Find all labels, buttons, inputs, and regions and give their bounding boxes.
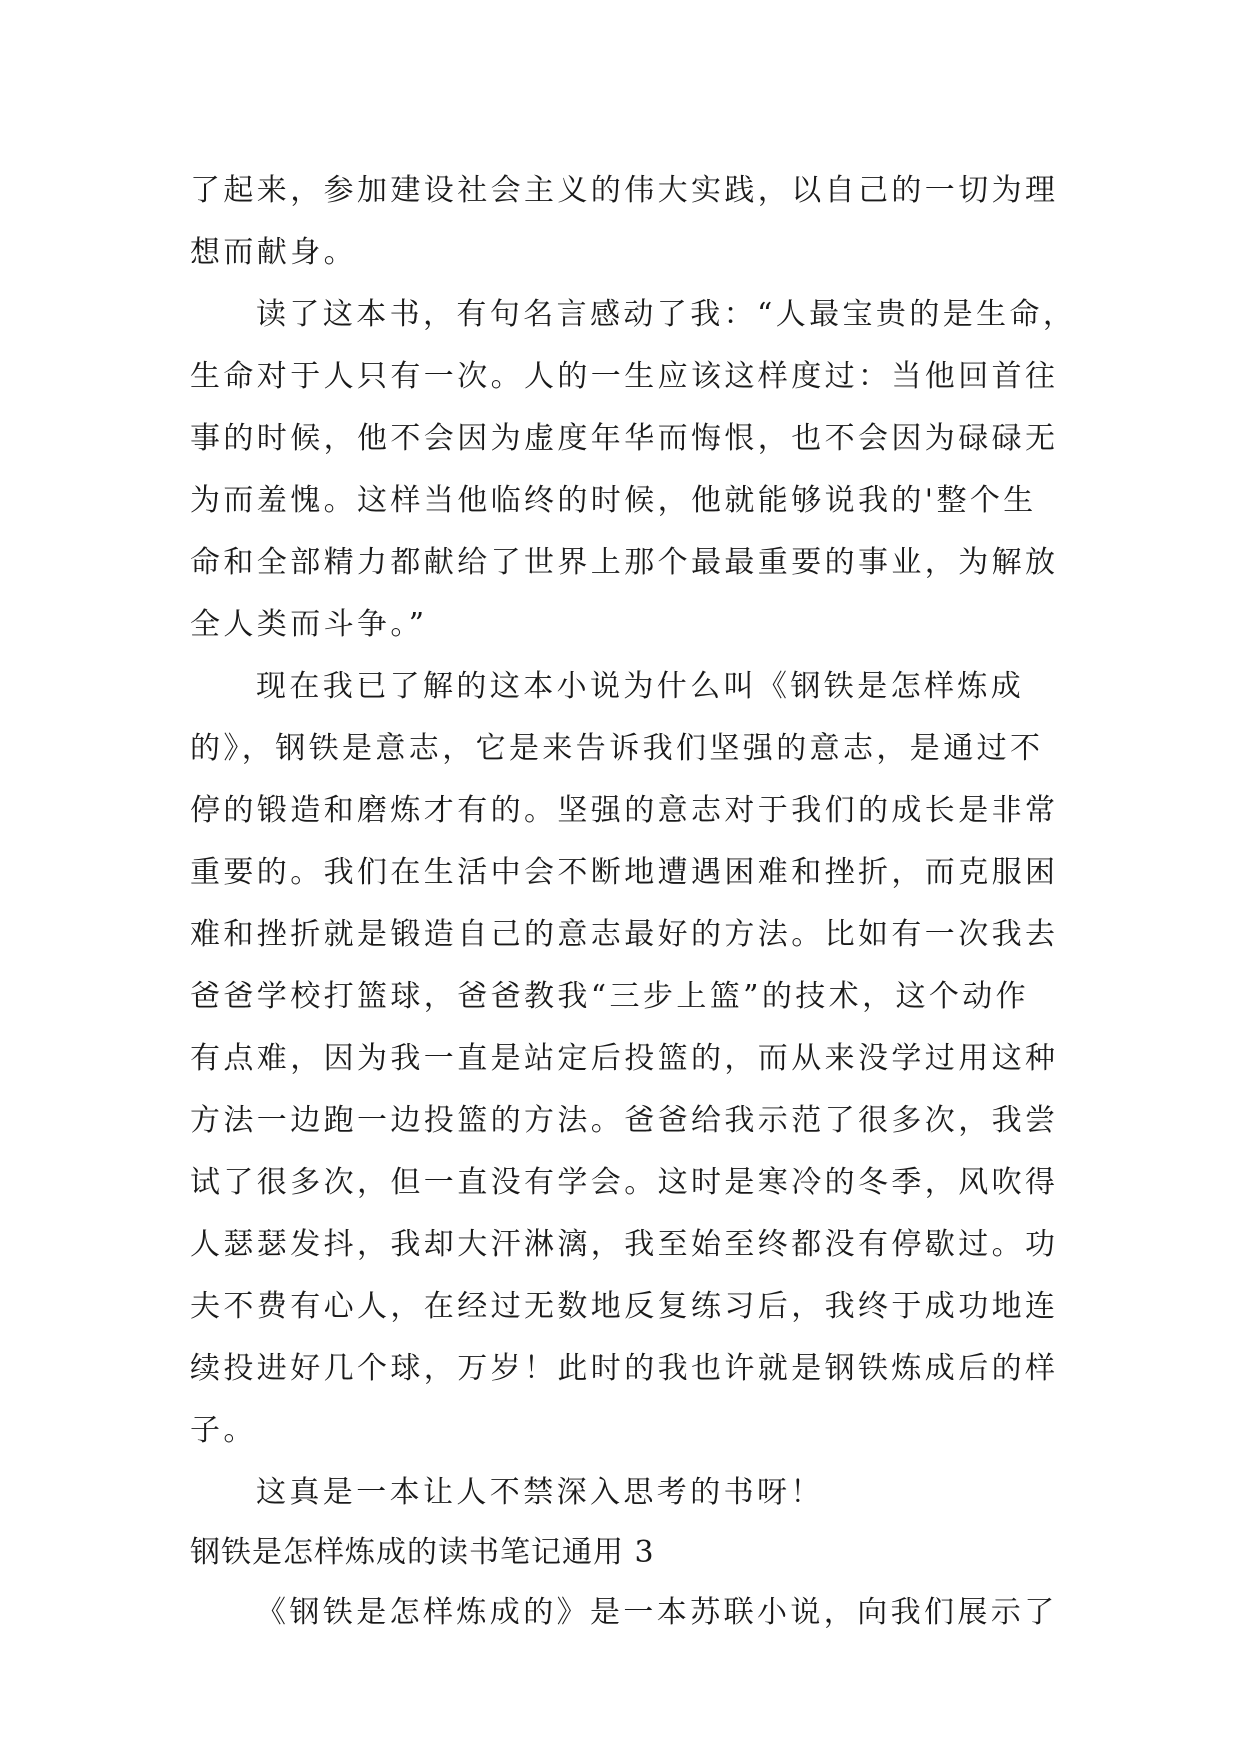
text-line: 读了这本书，有句名言感动了我：“人最宝贵的是生命，	[256, 297, 1077, 332]
text-line: 生命对于人只有一次。人的一生应该这样度过：当他回首往	[190, 359, 1059, 394]
text-line: 重要的。我们在生活中会不断地遭遇困难和挫折，而克服困	[190, 855, 1059, 890]
paragraph-understanding	[190, 656, 1070, 1462]
paragraph-next	[190, 1582, 1070, 1644]
text-line: 子。	[190, 1413, 257, 1448]
text-line: 有点难，因为我一直是站定后投篮的，而从来没学过用这种	[190, 1041, 1059, 1076]
text-line: 爸爸学校打篮球，爸爸教我“三步上篮”的技术，这个动作	[190, 979, 1030, 1014]
text-line: 夫不费有心人，在经过无数地反复练习后，我终于成功地连	[190, 1289, 1059, 1324]
text-line: 命和全部精力都献给了世界上那个最最重要的事业，为解放	[190, 545, 1059, 580]
paragraph-quote	[190, 284, 1077, 656]
paragraph-conclusion	[190, 1462, 1070, 1524]
text-line: 现在我已了解的这本小说为什么叫《钢铁是怎样炼成	[256, 669, 1025, 704]
text-line: 的》，钢铁是意志，它是来告诉我们坚强的意志，是通过不	[190, 731, 1044, 766]
text-line: 了起来，参加建设社会主义的伟大实践，以自己的一切为理	[190, 173, 1059, 208]
text-line: 全人类而斗争。”	[190, 607, 428, 642]
text-line: 想而献身。	[190, 235, 357, 270]
document-page	[190, 160, 1077, 1644]
paragraph-continuation	[190, 160, 1070, 284]
text-line: 试了很多次，但一直没有学会。这时是寒冷的冬季，风吹得	[190, 1165, 1059, 1200]
text-line: 《钢铁是怎样炼成的》是一本苏联小说，向我们展示了	[256, 1595, 1058, 1630]
text-line: 这真是一本让人不禁深入思考的书呀！	[256, 1475, 824, 1510]
text-line: 人瑟瑟发抖，我却大汗淋漓，我至始至终都没有停歇过。功	[190, 1227, 1059, 1262]
text-line: 为而羞愧。这样当他临终的时候，他就能够说我的'整个生	[190, 483, 1037, 518]
text-line: 方法一边跑一边投篮的方法。爸爸给我示范了很多次，我尝	[190, 1103, 1059, 1138]
text-line: 事的时候，他不会因为虚度年华而悔恨，也不会因为碌碌无	[190, 421, 1059, 456]
text-line: 难和挫折就是锻造自己的意志最好的方法。比如有一次我去	[190, 917, 1059, 952]
text-line: 停的锻造和磨炼才有的。坚强的意志对于我们的成长是非常	[190, 793, 1059, 828]
section-heading: 钢铁是怎样炼成的读书笔记通用 3	[190, 1535, 655, 1570]
text-line: 续投进好几个球，万岁！此时的我也许就是钢铁炼成后的样	[190, 1351, 1059, 1386]
